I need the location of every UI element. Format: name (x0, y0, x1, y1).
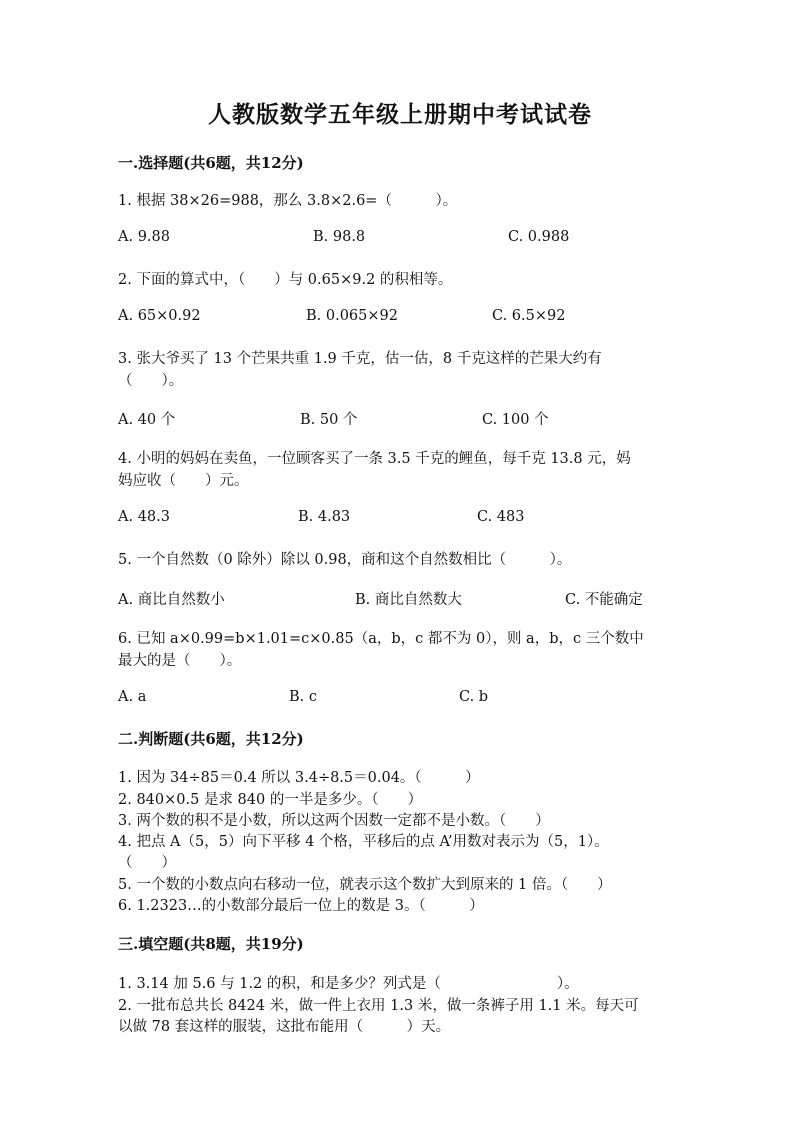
question-3-line-2: （ ）。 (118, 373, 184, 389)
q1-option-b: B. 98.8 (313, 229, 366, 245)
judgement-3: 3. 两个数的积不是小数，所以这两个因数一定都不是小数。（ ） (118, 813, 550, 829)
question-6-line-1: 6. 已知 a×0.99=b×1.01=c×0.85（a，b，c 都不为 0），则 a，b，c 三个数中 (118, 631, 644, 647)
q2-option-c: C. 6.5×92 (492, 308, 566, 324)
judgement-5: 5. 一个数的小数点向右移动一位，就表示这个数扩大到原来的 1 倍。（ ） (118, 877, 612, 893)
judgement-1: 1. 因为 34÷85＝0.4 所以 3.4÷8.5＝0.04。（ ） (118, 770, 480, 786)
question-4-line-1: 4. 小明的妈妈在卖鱼，一位顾客买了一条 3.5 千克的鲤鱼，每千克 13.8 元，妈 (118, 451, 631, 467)
section-heading-fill-in: 三.填空题(共8题，共19分) (118, 935, 304, 953)
question-4-line-2: 妈应收（ ）元。 (118, 473, 249, 489)
q5-option-c: C. 不能确定 (565, 592, 643, 608)
q6-option-a: A. a (118, 689, 147, 705)
page-title: 人教版数学五年级上册期中考试试卷 (208, 101, 592, 128)
q6-option-c: C. b (459, 689, 489, 705)
question-3-line-1: 3. 张大爷买了 13 个芒果共重 1.9 千克，估一估，8 千克这样的芒果大约有 (118, 351, 602, 367)
q3-option-b: B. 50 个 (300, 412, 358, 428)
judgement-6: 6. 1.2323…的小数部分最后一位上的数是 3。（ ） (118, 898, 484, 914)
question-6-line-2: 最大的是（ ）。 (118, 653, 242, 669)
q2-option-a: A. 65×0.92 (118, 308, 201, 324)
q1-option-a: A. 9.88 (118, 229, 170, 245)
q6-option-b: B. c (289, 689, 317, 705)
q2-option-b: B. 0.065×92 (306, 308, 398, 324)
fill-in-2-line-2: 以做 78 套这样的服装，这批布能用（ ）天。 (118, 1019, 451, 1035)
q3-option-c: C. 100 个 (482, 412, 549, 428)
question-2: 2. 下面的算式中，（ ）与 0.65×9.2 的积相等。 (118, 272, 453, 288)
q5-option-a: A. 商比自然数小 (118, 592, 225, 608)
q4-option-c: C. 483 (477, 509, 525, 525)
section-heading-choice: 一.选择题(共6题，共12分) (118, 154, 304, 172)
q1-option-c: C. 0.988 (508, 229, 570, 245)
judgement-4-line-1: 4. 把点 A（5，5）向下平移 4 个格，平移后的点 A’用数对表示为（5，1）。 (118, 834, 609, 850)
fill-in-1: 1. 3.14 加 5.6 与 1.2 的积，和是多少？列式是（ ）。 (118, 976, 579, 992)
q3-option-a: A. 40 个 (118, 412, 176, 428)
q5-option-b: B. 商比自然数大 (355, 592, 462, 608)
judgement-2: 2. 840×0.5 是求 840 的一半是多少。（ ） (118, 792, 423, 808)
question-1: 1. 根据 38×26=988，那么 3.8×2.6=（ ）。 (118, 193, 458, 209)
fill-in-2-line-1: 2. 一批布总共长 8424 米，做一件上衣用 1.3 米，做一条裤子用 1.1 米。每天可 (118, 998, 639, 1014)
section-heading-judgement: 二.判断题(共6题，共12分) (118, 730, 304, 748)
question-5: 5. 一个自然数（0 除外）除以 0.98，商和这个自然数相比（ ）。 (118, 552, 572, 568)
judgement-4-line-2: （ ） (118, 855, 176, 871)
q4-option-a: A. 48.3 (118, 509, 170, 525)
q4-option-b: B. 4.83 (298, 509, 351, 525)
